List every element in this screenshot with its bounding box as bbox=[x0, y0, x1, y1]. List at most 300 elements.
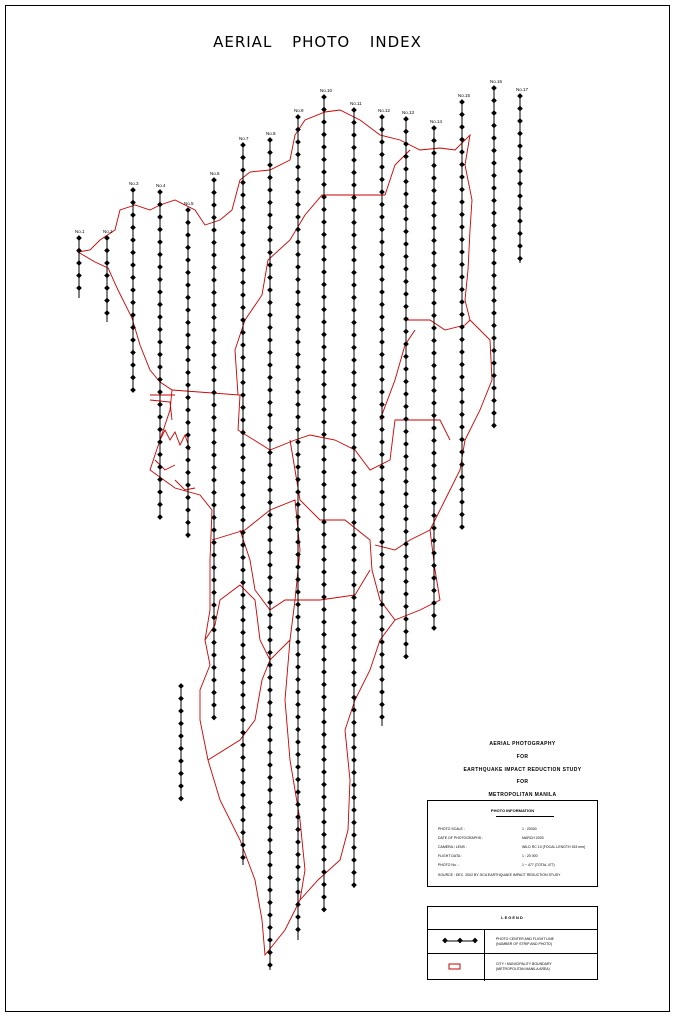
photo-center-marker bbox=[379, 189, 385, 195]
photo-center-marker bbox=[321, 394, 327, 400]
photo-center-marker bbox=[351, 632, 357, 638]
photo-center-marker bbox=[491, 410, 497, 416]
photo-center-marker bbox=[295, 852, 301, 858]
strip-number-label: No.5 bbox=[184, 201, 194, 206]
photo-center-marker bbox=[267, 475, 273, 481]
photo-center-marker bbox=[379, 314, 385, 320]
legend-item-text: PHOTO CENTER AND FLIGHT LINE bbox=[496, 937, 555, 941]
photo-center-marker bbox=[240, 205, 246, 211]
photo-center-marker bbox=[403, 304, 409, 310]
photo-center-marker bbox=[178, 683, 184, 689]
photo-center-marker bbox=[491, 360, 497, 366]
photo-center-marker bbox=[321, 844, 327, 850]
legend-divider bbox=[428, 929, 597, 930]
photo-center-marker bbox=[431, 475, 437, 481]
photo-center-marker bbox=[491, 323, 497, 329]
photo-center-marker bbox=[295, 614, 301, 620]
photo-center-marker bbox=[267, 325, 273, 331]
photo-center-marker bbox=[403, 629, 409, 635]
photo-center-marker bbox=[351, 582, 357, 588]
photo-center-marker bbox=[157, 464, 163, 470]
photo-center-marker bbox=[157, 302, 163, 308]
photo-center-marker bbox=[491, 148, 497, 154]
photo-center-marker bbox=[431, 600, 437, 606]
photo-center-marker bbox=[379, 527, 385, 533]
photo-center-marker bbox=[321, 169, 327, 175]
photo-center-marker bbox=[267, 187, 273, 193]
photo-center-marker bbox=[379, 114, 385, 120]
photo-center-marker bbox=[459, 237, 465, 243]
photo-center-marker bbox=[351, 145, 357, 151]
photo-center-marker bbox=[459, 274, 465, 280]
photo-center-marker bbox=[379, 152, 385, 158]
photo-center-marker bbox=[295, 677, 301, 683]
photo-center-marker bbox=[185, 395, 191, 401]
photo-center-marker bbox=[491, 198, 497, 204]
strip-number-label: No.16 bbox=[490, 79, 503, 84]
photo-center-marker bbox=[431, 275, 437, 281]
photo-center-marker bbox=[295, 752, 301, 758]
photo-center-marker bbox=[267, 300, 273, 306]
photo-center-marker bbox=[267, 387, 273, 393]
photo-center-marker bbox=[240, 567, 246, 573]
photo-center-marker bbox=[321, 182, 327, 188]
photo-center-marker bbox=[240, 792, 246, 798]
photo-center-marker bbox=[351, 382, 357, 388]
photo-center-marker bbox=[351, 545, 357, 551]
photo-center-marker bbox=[321, 532, 327, 538]
photo-center-marker bbox=[295, 827, 301, 833]
photo-center-marker bbox=[321, 794, 327, 800]
photo-center-marker bbox=[431, 213, 437, 219]
photo-center-marker bbox=[240, 630, 246, 636]
photo-center-marker bbox=[267, 800, 273, 806]
strip-number-label: No.6 bbox=[210, 171, 220, 176]
photo-center-marker bbox=[295, 902, 301, 908]
photo-center-marker bbox=[403, 229, 409, 235]
photo-center-marker bbox=[459, 174, 465, 180]
photo-center-marker bbox=[267, 650, 273, 656]
photo-center-marker bbox=[267, 875, 273, 881]
photo-center-marker bbox=[178, 708, 184, 714]
photo-center-marker bbox=[185, 270, 191, 276]
photo-center-marker bbox=[267, 375, 273, 381]
photo-center-marker bbox=[295, 389, 301, 395]
photo-center-marker bbox=[351, 457, 357, 463]
photo-center-marker bbox=[185, 282, 191, 288]
photo-center-marker bbox=[403, 279, 409, 285]
photo-center-marker bbox=[351, 807, 357, 813]
photo-center-marker bbox=[295, 177, 301, 183]
photo-center-marker bbox=[295, 252, 301, 258]
flight-strip bbox=[430, 119, 443, 631]
flight-strip bbox=[320, 88, 333, 912]
photo-center-marker bbox=[211, 352, 217, 358]
photo-center-marker bbox=[157, 414, 163, 420]
photo-center-marker bbox=[185, 307, 191, 313]
photo-center-marker bbox=[267, 712, 273, 718]
photo-center-marker bbox=[351, 170, 357, 176]
internal-boundary-10 bbox=[375, 530, 430, 550]
photo-center-marker bbox=[211, 652, 217, 658]
photo-center-marker bbox=[321, 807, 327, 813]
photo-center-marker bbox=[403, 366, 409, 372]
photo-center-marker bbox=[211, 252, 217, 258]
photo-center-marker bbox=[178, 733, 184, 739]
photo-center-marker bbox=[431, 613, 437, 619]
photo-center-marker bbox=[240, 292, 246, 298]
photo-center-marker bbox=[379, 239, 385, 245]
photo-center-marker bbox=[130, 200, 136, 206]
photo-center-marker bbox=[403, 266, 409, 272]
photo-center-marker bbox=[431, 463, 437, 469]
photo-center-marker bbox=[295, 302, 301, 308]
photo-center-marker bbox=[295, 714, 301, 720]
photo-center-marker bbox=[267, 450, 273, 456]
photo-center-marker bbox=[295, 927, 301, 933]
photo-center-marker bbox=[403, 316, 409, 322]
photo-center-marker bbox=[491, 85, 497, 91]
photo-center-marker bbox=[517, 168, 523, 174]
photo-center-marker bbox=[431, 288, 437, 294]
photo-center-marker bbox=[321, 707, 327, 713]
photo-center-marker bbox=[295, 264, 301, 270]
photo-center-marker bbox=[157, 427, 163, 433]
photo-center-marker bbox=[240, 580, 246, 586]
photo-center-marker bbox=[240, 742, 246, 748]
photo-center-marker bbox=[491, 135, 497, 141]
photo-center-marker bbox=[295, 152, 301, 158]
photo-center-marker bbox=[379, 389, 385, 395]
photo-center-marker bbox=[295, 427, 301, 433]
photo-center-marker bbox=[431, 438, 437, 444]
photo-center-marker bbox=[491, 260, 497, 266]
flight-strip bbox=[490, 79, 503, 428]
photo-center-marker bbox=[321, 882, 327, 888]
photo-center-marker bbox=[403, 404, 409, 410]
photo-center-marker bbox=[211, 177, 217, 183]
photo-center-marker bbox=[130, 387, 136, 393]
photo-center-marker bbox=[211, 390, 217, 396]
photo-center-marker bbox=[211, 427, 217, 433]
photo-center-marker bbox=[321, 619, 327, 625]
photo-center-marker bbox=[351, 220, 357, 226]
photo-center-marker bbox=[295, 727, 301, 733]
photo-center-marker bbox=[267, 675, 273, 681]
photo-center-marker bbox=[240, 255, 246, 261]
photo-center-marker bbox=[185, 482, 191, 488]
photo-center-marker bbox=[321, 307, 327, 313]
photo-center-marker bbox=[459, 249, 465, 255]
photo-center-marker bbox=[295, 527, 301, 533]
photo-center-marker bbox=[459, 374, 465, 380]
photo-center-marker bbox=[295, 377, 301, 383]
photo-center-marker bbox=[240, 617, 246, 623]
photo-center-marker bbox=[295, 189, 301, 195]
photo-center-marker bbox=[240, 780, 246, 786]
photo-center-marker bbox=[321, 869, 327, 875]
strip-number-label: No.10 bbox=[320, 88, 333, 93]
photo-center-marker bbox=[240, 830, 246, 836]
photo-center-marker bbox=[157, 289, 163, 295]
photo-center-marker bbox=[491, 285, 497, 291]
photo-center-marker bbox=[211, 640, 217, 646]
photo-center-marker bbox=[295, 214, 301, 220]
photo-center-marker bbox=[321, 144, 327, 150]
photo-center-marker bbox=[185, 257, 191, 263]
photo-center-marker bbox=[351, 532, 357, 538]
spec-value: 1 ~ 477 (TOTAL 477) bbox=[522, 863, 555, 867]
photo-center-marker bbox=[403, 441, 409, 447]
spec-source-note: SOURCE : DEC. 2002 BY JICA EARTHQUAKE IMPACT REDUCTION STUDY bbox=[438, 873, 561, 877]
photo-center-marker bbox=[130, 337, 136, 343]
photo-center-marker bbox=[351, 295, 357, 301]
photo-center-marker bbox=[267, 262, 273, 268]
photo-center-marker bbox=[379, 127, 385, 133]
photo-center-marker bbox=[351, 445, 357, 451]
internal-boundary-9 bbox=[380, 330, 415, 420]
photo-center-marker bbox=[76, 273, 82, 279]
photo-center-marker bbox=[185, 357, 191, 363]
photo-center-marker bbox=[267, 537, 273, 543]
photo-center-marker bbox=[379, 139, 385, 145]
photo-center-marker bbox=[185, 332, 191, 338]
photo-center-marker bbox=[240, 730, 246, 736]
photo-center-marker bbox=[185, 320, 191, 326]
photo-center-marker bbox=[459, 337, 465, 343]
spec-heading: PHOTO INFORMATION bbox=[490, 808, 535, 813]
flight-strip bbox=[210, 171, 220, 720]
photo-center-marker bbox=[240, 280, 246, 286]
photo-center-marker bbox=[211, 665, 217, 671]
photo-center-marker bbox=[240, 755, 246, 761]
photo-center-marker bbox=[321, 757, 327, 763]
photo-center-marker bbox=[459, 349, 465, 355]
photo-center-marker bbox=[157, 452, 163, 458]
photo-center-marker bbox=[157, 327, 163, 333]
photo-center-marker bbox=[211, 702, 217, 708]
flight-strip bbox=[516, 87, 529, 263]
photo-center-marker bbox=[104, 285, 110, 291]
photo-center-marker bbox=[295, 627, 301, 633]
legend-heading: LEGEND bbox=[501, 915, 524, 920]
photo-center-marker bbox=[240, 242, 246, 248]
legend-item-text: (METROPOLITAN MANILA AREA) bbox=[496, 967, 550, 971]
spec-label: PHOTO No. : bbox=[438, 863, 459, 867]
photo-center-marker bbox=[267, 775, 273, 781]
photo-center-marker bbox=[267, 437, 273, 443]
photo-center-marker bbox=[295, 564, 301, 570]
photo-center-marker bbox=[240, 230, 246, 236]
photo-center-marker bbox=[267, 837, 273, 843]
photo-center-marker bbox=[431, 550, 437, 556]
photo-center-marker bbox=[240, 467, 246, 473]
photo-center-marker bbox=[379, 227, 385, 233]
photo-center-marker bbox=[267, 687, 273, 693]
photo-center-marker bbox=[431, 563, 437, 569]
photo-center-marker bbox=[130, 237, 136, 243]
internal-boundary-6 bbox=[205, 585, 290, 660]
photo-center-marker bbox=[185, 207, 191, 213]
photo-center-marker bbox=[267, 137, 273, 143]
photo-center-marker bbox=[351, 157, 357, 163]
photo-center-marker bbox=[321, 282, 327, 288]
photo-center-marker bbox=[321, 419, 327, 425]
photo-center-marker bbox=[459, 512, 465, 518]
photo-center-marker bbox=[491, 348, 497, 354]
photo-center-marker bbox=[351, 645, 357, 651]
photo-center-marker bbox=[459, 149, 465, 155]
photo-center-marker bbox=[459, 312, 465, 318]
photo-center-marker bbox=[267, 862, 273, 868]
photo-center-marker bbox=[267, 275, 273, 281]
photo-center-marker bbox=[295, 289, 301, 295]
photo-center-marker bbox=[295, 314, 301, 320]
photo-center-marker bbox=[379, 439, 385, 445]
photo-center-marker bbox=[267, 250, 273, 256]
photo-center-marker bbox=[267, 937, 273, 943]
photo-center-marker bbox=[211, 540, 217, 546]
flight-strip bbox=[458, 93, 471, 530]
photo-center-marker bbox=[431, 263, 437, 269]
strip-number-label: No.1 bbox=[75, 229, 85, 234]
photo-center-marker bbox=[351, 570, 357, 576]
photo-center-marker bbox=[295, 539, 301, 545]
photo-center-marker bbox=[157, 314, 163, 320]
photo-center-marker bbox=[403, 391, 409, 397]
photo-center-marker bbox=[431, 350, 437, 356]
strip-number-label: No.7 bbox=[239, 136, 249, 141]
photo-center-marker bbox=[157, 377, 163, 383]
photo-center-marker bbox=[295, 202, 301, 208]
photo-center-marker bbox=[240, 480, 246, 486]
photo-center-marker bbox=[321, 657, 327, 663]
photo-center-marker bbox=[178, 721, 184, 727]
photo-center-marker bbox=[403, 216, 409, 222]
photo-center-marker bbox=[379, 664, 385, 670]
strip-number-label: No.11 bbox=[350, 101, 362, 106]
photo-center-marker bbox=[379, 602, 385, 608]
photo-center-marker bbox=[267, 500, 273, 506]
spec-row bbox=[438, 827, 588, 831]
photo-center-marker bbox=[267, 850, 273, 856]
photo-center-marker bbox=[240, 317, 246, 323]
photo-center-marker bbox=[403, 541, 409, 547]
photo-center-marker bbox=[295, 352, 301, 358]
photo-center-marker bbox=[459, 387, 465, 393]
photo-center-marker bbox=[240, 167, 246, 173]
photo-center-marker bbox=[211, 327, 217, 333]
photo-center-marker bbox=[491, 173, 497, 179]
photo-center-marker bbox=[295, 364, 301, 370]
photo-center-marker bbox=[211, 215, 217, 221]
photo-center-marker bbox=[240, 217, 246, 223]
photo-center-marker bbox=[321, 432, 327, 438]
photo-center-marker bbox=[321, 782, 327, 788]
photo-center-marker bbox=[267, 662, 273, 668]
subtitle-line-1: AERIAL PHOTOGRAPHY bbox=[489, 741, 556, 747]
photo-center-marker bbox=[321, 744, 327, 750]
photo-center-marker bbox=[178, 746, 184, 752]
photo-center-marker bbox=[267, 700, 273, 706]
photo-center-marker bbox=[185, 245, 191, 251]
photo-center-marker bbox=[379, 214, 385, 220]
photo-center-marker bbox=[267, 750, 273, 756]
photo-center-marker bbox=[321, 669, 327, 675]
photo-center-marker bbox=[321, 582, 327, 588]
photo-center-marker bbox=[491, 235, 497, 241]
photo-center-marker bbox=[321, 469, 327, 475]
photo-center-marker bbox=[321, 557, 327, 563]
photo-center-marker bbox=[431, 388, 437, 394]
photo-center-marker bbox=[240, 667, 246, 673]
photo-center-marker bbox=[403, 116, 409, 122]
photo-center-marker bbox=[517, 256, 523, 262]
photo-center-marker bbox=[491, 310, 497, 316]
photo-center-marker bbox=[379, 589, 385, 595]
photo-center-marker bbox=[157, 339, 163, 345]
photo-center-marker bbox=[267, 362, 273, 368]
photo-center-marker bbox=[104, 260, 110, 266]
photo-center-marker bbox=[211, 290, 217, 296]
photo-center-marker bbox=[459, 262, 465, 268]
photo-center-marker bbox=[351, 857, 357, 863]
photo-center-marker bbox=[185, 370, 191, 376]
photo-center-marker bbox=[351, 195, 357, 201]
flight-strip bbox=[378, 108, 391, 726]
internal-boundary-5 bbox=[240, 530, 370, 610]
photo-center-marker bbox=[295, 139, 301, 145]
subtitle-line-5: METROPOLITAN MANILA bbox=[488, 792, 557, 799]
photo-center-marker bbox=[240, 692, 246, 698]
photo-center-marker bbox=[240, 517, 246, 523]
photo-center-marker bbox=[459, 99, 465, 105]
photo-center-marker bbox=[379, 252, 385, 258]
photo-center-marker bbox=[459, 299, 465, 305]
photo-center-marker bbox=[321, 857, 327, 863]
legend-item bbox=[496, 962, 552, 972]
photo-center-marker bbox=[379, 627, 385, 633]
internal-boundary-8 bbox=[405, 320, 470, 330]
photo-center-marker bbox=[431, 325, 437, 331]
photo-center-marker bbox=[491, 110, 497, 116]
photo-center-marker bbox=[185, 420, 191, 426]
photo-center-marker bbox=[267, 787, 273, 793]
photo-center-marker bbox=[321, 319, 327, 325]
strip-number-label: No.8 bbox=[266, 131, 276, 136]
photo-center-marker bbox=[459, 199, 465, 205]
photo-center-marker bbox=[211, 627, 217, 633]
flight-strip bbox=[178, 683, 184, 801]
photo-center-marker bbox=[351, 432, 357, 438]
photo-center-marker bbox=[379, 202, 385, 208]
photo-center-marker bbox=[459, 524, 465, 530]
photo-center-marker bbox=[403, 591, 409, 597]
photo-center-marker bbox=[403, 154, 409, 160]
photo-center-marker bbox=[211, 715, 217, 721]
photo-center-marker bbox=[379, 577, 385, 583]
photo-center-marker bbox=[379, 689, 385, 695]
photo-center-marker bbox=[211, 677, 217, 683]
photo-center-marker bbox=[130, 300, 136, 306]
photo-center-marker bbox=[211, 315, 217, 321]
photo-center-marker bbox=[211, 277, 217, 283]
photo-center-marker bbox=[431, 413, 437, 419]
photo-center-marker bbox=[431, 338, 437, 344]
photo-center-marker bbox=[379, 277, 385, 283]
photo-center-marker bbox=[240, 367, 246, 373]
photo-center-marker bbox=[321, 769, 327, 775]
